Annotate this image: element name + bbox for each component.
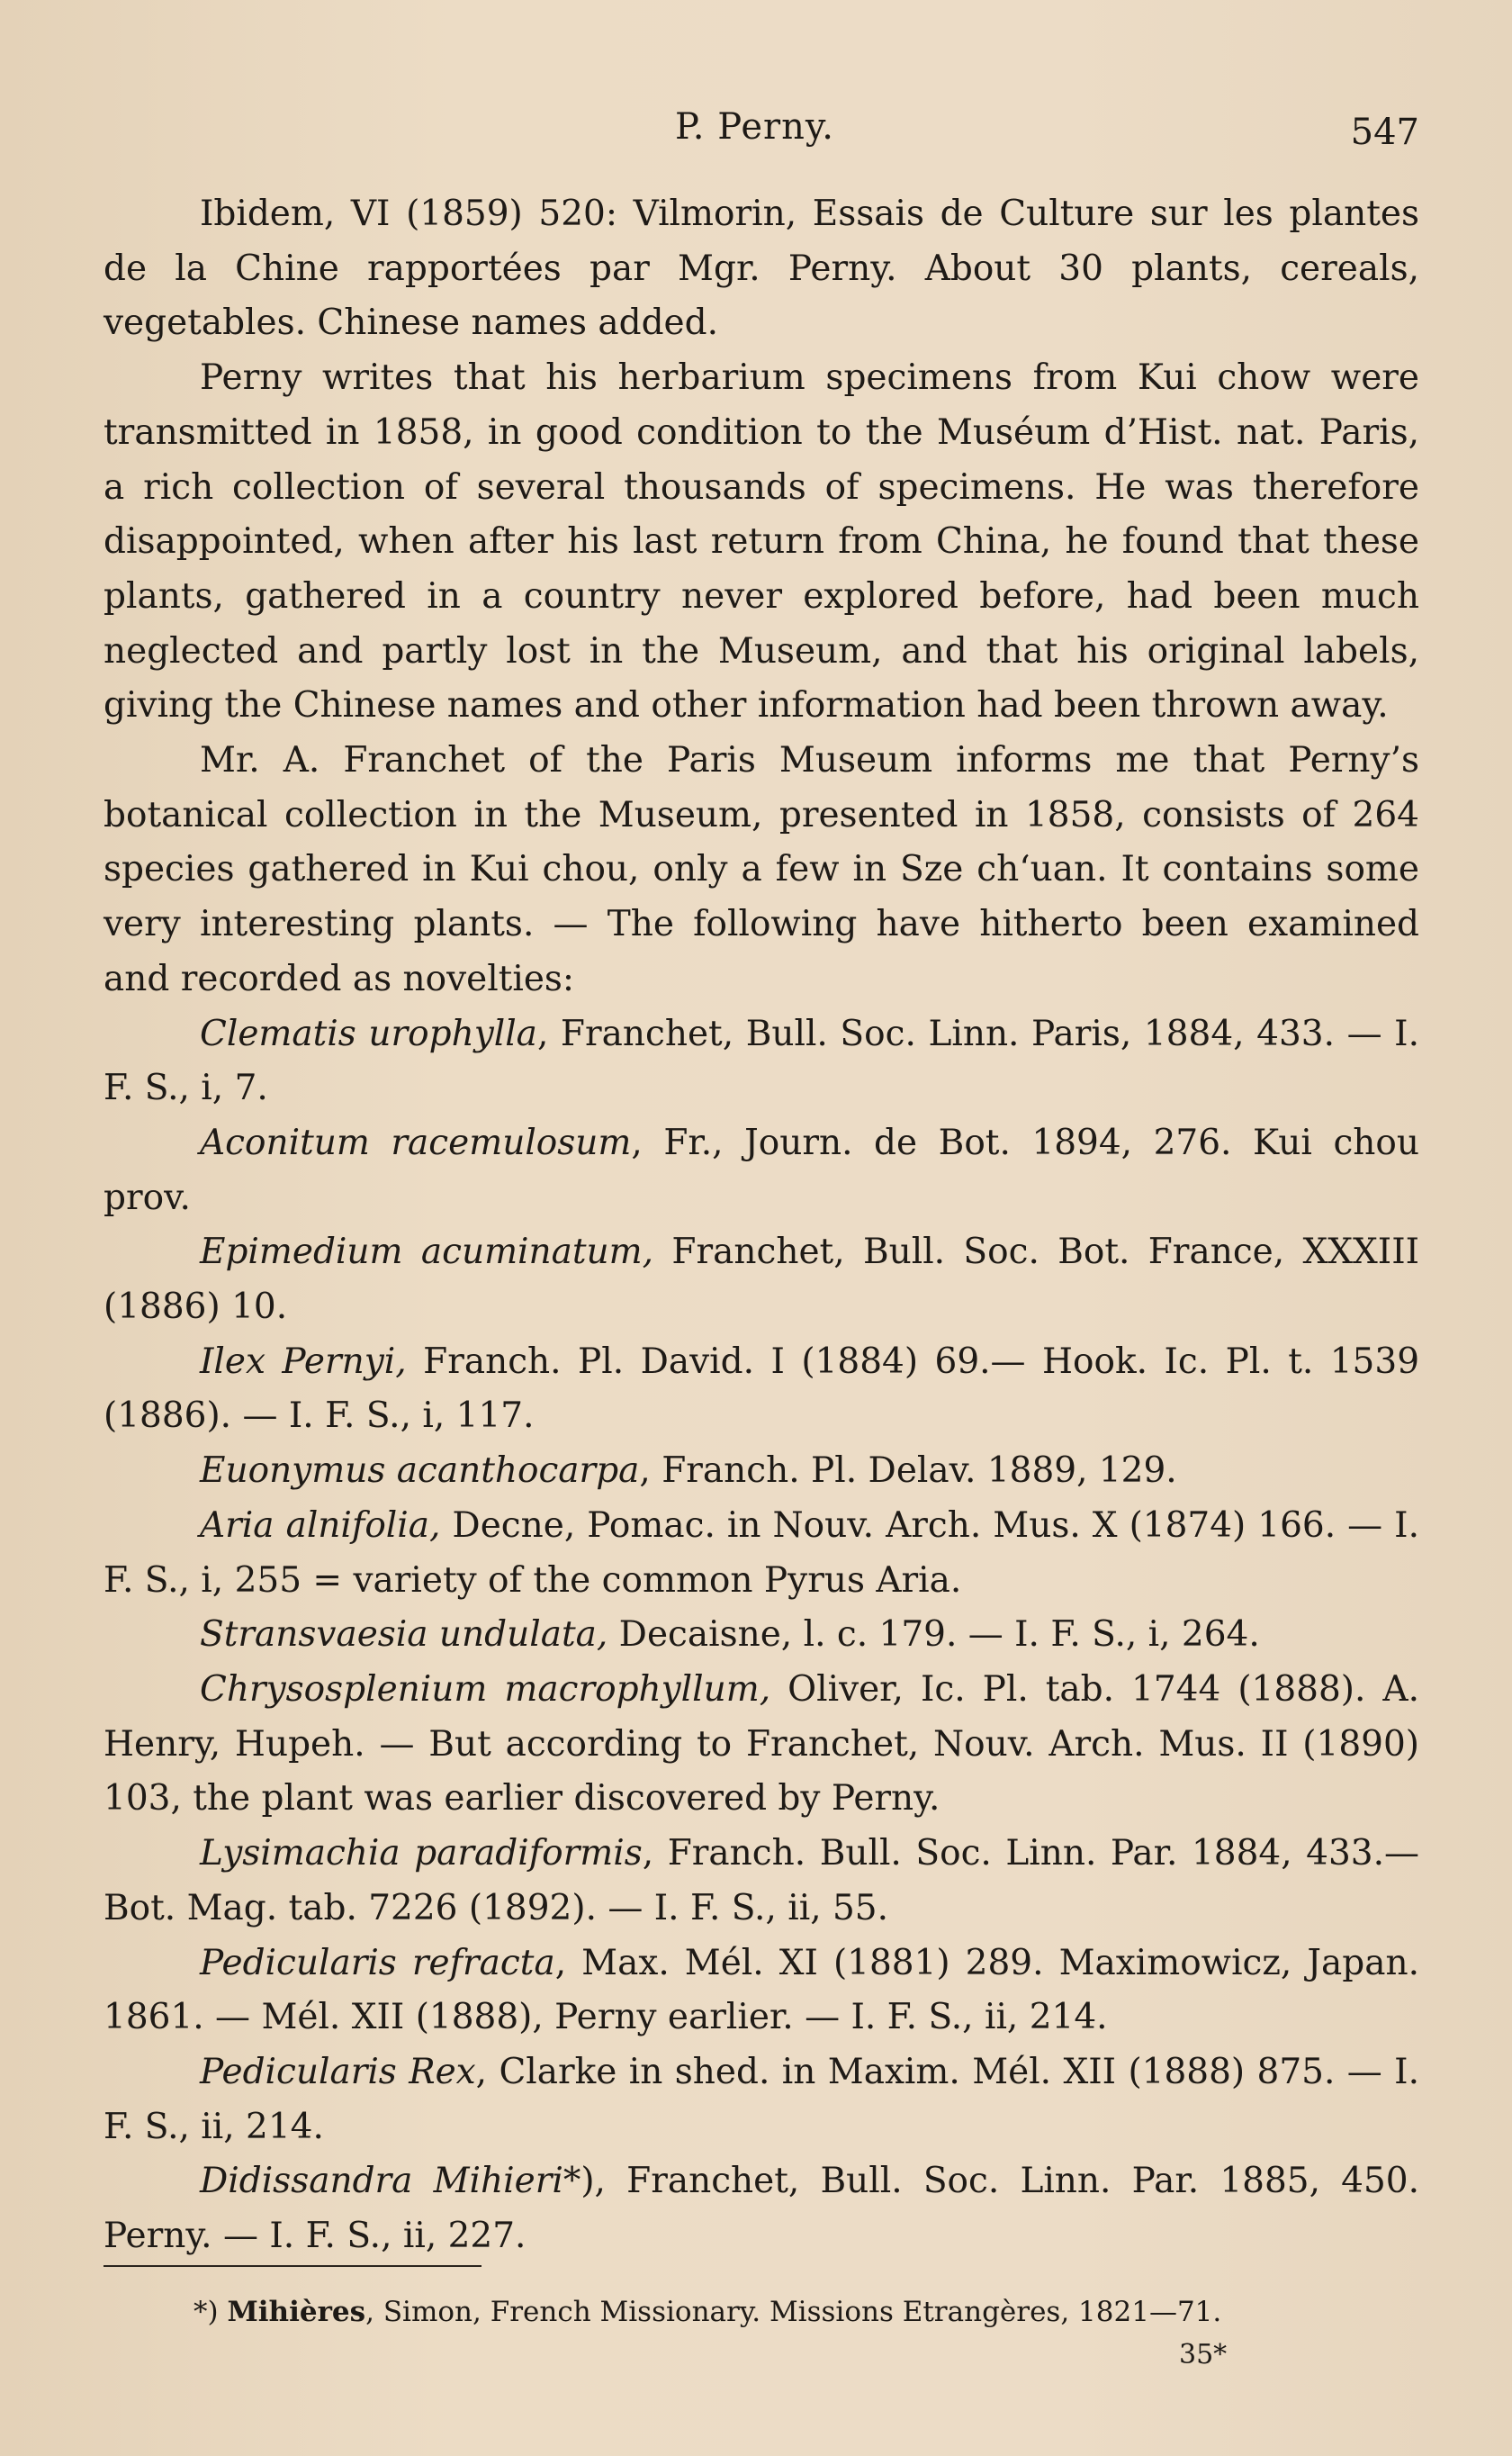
footnote-name: Mihières	[227, 2296, 366, 2328]
footnote-rule	[104, 2265, 482, 2267]
species-entry: Didissandra Mihieri*), Franchet, Bull. Soc. Linn. Par. 1885, 450. Perny. — I. F. S., ii, 227.	[104, 2161, 1419, 2257]
page-number: 547	[1350, 112, 1419, 153]
running-head: P. Perny.	[675, 106, 834, 148]
species-entry: Pedicularis refracta, Max. Mél. XI (1881) 289. Maximowicz, Japan. 1861. — Mél. XII (1888), Perny earlier. — I. F. S., ii, 214.	[104, 1942, 1419, 2038]
paragraph-franchet: Mr. A. Franchet of the Paris Museum informs me that Perny’s botanical collection in the Museum, presented in 1858, consists of 264 species gathered in Kui chou, only a few in Sze chʻuan. It contains some very interesting plants. — The following have hitherto been examined and recorded as novelties:	[104, 740, 1419, 999]
species-entry: Pedicularis Rex, Clarke in shed. in Maxim. Mél. XII (1888) 875. — I. F. S., ii, 214.	[104, 2051, 1419, 2147]
footnote-text: , Simon, French Missionary. Missions Etrangères, 1821—71.	[365, 2296, 1222, 2328]
footnote-marker: *)	[194, 2296, 219, 2328]
species-entry: Euonymus acanthocarpa, Franch. Pl. Delav. 1889, 129.	[200, 1450, 1177, 1492]
species-entry: Stransvaesia undulata, Decaisne, l. c. 179. — I. F. S., i, 264.	[200, 1614, 1260, 1656]
species-entry: Epimedium acuminatum, Franchet, Bull. Soc. Bot. France, XXXIII (1886) 10.	[104, 1232, 1420, 1328]
species-entry: Clematis urophylla, Franchet, Bull. Soc. Linn. Paris, 1884, 433. — I. F. S., i, 7.	[104, 1013, 1419, 1109]
page-header	[104, 106, 1419, 160]
species-entry: Chrysosplenium macrophyllum, Oliver, Ic. Pl. tab. 1744 (1888). A. Henry, Hupeh. — But according to Franchet, Nouv. Arch. Mus. II (1890) 103, the plant was earlier discovered by Perny.	[104, 1668, 1419, 1819]
page-body	[104, 187, 1419, 2264]
species-entry: Aconitum racemulosum, Fr., Journ. de Bot. 1894, 276. Kui chou prov.	[104, 1122, 1419, 1218]
species-entry: Ilex Pernyi, Franch. Pl. David. I (1884) 69.— Hook. Ic. Pl. t. 1539 (1886). — I. F. S., i, 117.	[104, 1341, 1420, 1437]
species-entry: Lysimachia paradiformis, Franch. Bull. Soc. Linn. Par. 1884, 433.— Bot. Mag. tab. 7226 (1892). — I. F. S., ii, 55.	[104, 1833, 1419, 1928]
signature-mark: 35*	[1179, 2339, 1228, 2370]
paragraph-herbarium: Perny writes that his herbarium specimens from Kui chow were transmitted in 1858, in good condition to the Muséum d’Hist. nat. Paris, a rich collection of several thousands of specimens. He was therefore disappointed, when after his last return from China, he found that these plants, gathered in a country never explored before, had been much neglected and partly lost in the Museum, and that his original labels, giving the Chinese names and other information had been thrown away.	[104, 357, 1419, 727]
paragraph-vilmorin: Ibidem, VI (1859) 520: Vilmorin, Essais de Culture sur les plantes de la Chine rapportées par Mgr. Perny. About 30 plants, cereals, vegetables. Chinese names added.	[104, 194, 1419, 344]
species-entry: Aria alnifolia, Decne, Pomac. in Nouv. Arch. Mus. X (1874) 166. — I. F. S., i, 255 = variety of the common Pyrus Aria.	[104, 1504, 1419, 1601]
footnote	[194, 2294, 1274, 2330]
